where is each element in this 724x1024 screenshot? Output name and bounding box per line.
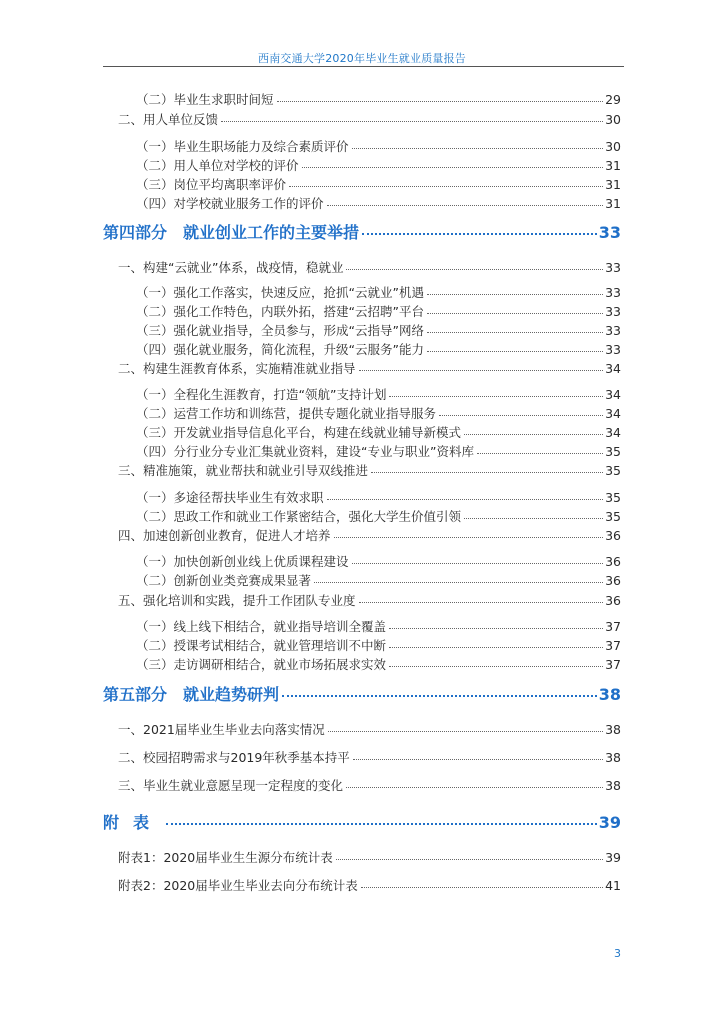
toc-entry-title: （二）授课考试相结合，就业管理培训不中断 [136, 638, 387, 653]
toc-entry-page: 38 [605, 778, 621, 793]
toc-entry-page: 33 [598, 223, 621, 242]
toc-entry-page: 36 [605, 593, 621, 608]
page-header-title: 西南交通大学2020年毕业生就业质量报告 [258, 52, 466, 65]
toc-entry-title: 一、2021届毕业生毕业去向落实情况 [118, 722, 325, 737]
toc-part-heading[interactable] [103, 220, 621, 243]
toc-entry-title: 二、用人单位反馈 [118, 112, 219, 127]
toc-subsection-entry[interactable] [136, 636, 621, 654]
toc-entry-page: 36 [605, 554, 621, 569]
toc-dot-leader [221, 121, 603, 122]
toc-entry-page: 39 [605, 850, 621, 865]
toc-section-entry[interactable] [118, 359, 621, 377]
toc-subsection-entry[interactable] [136, 404, 621, 422]
toc-dot-leader [352, 148, 604, 149]
toc-dot-leader [334, 537, 604, 538]
toc-section-entry[interactable] [118, 876, 621, 894]
toc-entry-page: 34 [605, 406, 621, 421]
toc-entry-title: （三）开发就业指导信息化平台，构建在线就业辅导新模式 [136, 425, 462, 440]
toc-entry-title: 第四部分 就业创业工作的主要举措 [103, 223, 360, 242]
toc-dot-leader [282, 695, 597, 697]
toc-entry-title: （一）全程化生涯教育，打造“领航”支持计划 [136, 387, 387, 402]
toc-entry-page: 34 [605, 425, 621, 440]
toc-entry-title: （一）加快创新创业线上优质课程建设 [136, 554, 349, 569]
toc-dot-leader [464, 518, 603, 519]
toc-dot-leader [427, 294, 603, 295]
toc-dot-leader [302, 167, 604, 168]
toc-subsection-entry[interactable] [136, 175, 621, 193]
toc-entry-title: （二）创新创业类竞赛成果显著 [136, 573, 312, 588]
toc-entry-page: 33 [605, 342, 621, 357]
toc-entry-title: 五、强化培训和实践，提升工作团队专业度 [118, 593, 356, 608]
toc-dot-leader [277, 101, 604, 102]
toc-subsection-entry[interactable] [136, 571, 621, 589]
toc-dot-leader [314, 582, 603, 583]
toc-dot-leader [427, 332, 603, 333]
toc-entry-page: 35 [605, 509, 621, 524]
toc-entry-title: （三）岗位平均离职率评价 [136, 177, 287, 192]
toc-subsection-entry[interactable] [136, 488, 621, 506]
toc-entry-page: 31 [605, 158, 621, 173]
toc-entry-page: 38 [605, 750, 621, 765]
toc-dot-leader [389, 647, 603, 648]
toc-entry-title: （一）强化工作落实，快速反应，抢抓“云就业”机遇 [136, 285, 424, 300]
toc-subsection-entry[interactable] [136, 617, 621, 635]
toc-entry-title: 四、加速创新创业教育，促进人才培养 [118, 528, 331, 543]
toc-entry-title: （四）分行业分专业汇集就业资料，建设“专业与职业”资料库 [136, 444, 474, 459]
toc-section-entry[interactable] [118, 461, 621, 479]
toc-entry-page: 35 [605, 463, 621, 478]
toc-entry-page: 36 [605, 528, 621, 543]
toc-section-entry[interactable] [118, 776, 621, 794]
toc-subsection-entry[interactable] [136, 137, 621, 155]
toc-dot-leader [336, 859, 603, 860]
toc-dot-leader [166, 823, 597, 825]
toc-subsection-entry[interactable] [136, 194, 621, 212]
toc-subsection-entry[interactable] [136, 442, 621, 460]
toc-entry-page: 37 [605, 619, 621, 634]
toc-entry-title: （四）对学校就业服务工作的评价 [136, 196, 324, 211]
toc-dot-leader [389, 628, 603, 629]
toc-dot-leader [359, 370, 604, 371]
toc-section-entry[interactable] [118, 848, 621, 866]
toc-entry-page: 36 [605, 573, 621, 588]
toc-subsection-entry[interactable] [136, 385, 621, 403]
toc-dot-leader [346, 787, 603, 788]
toc-subsection-entry[interactable] [136, 423, 621, 441]
toc-entry-title: （一）线上线下相结合，就业指导培训全覆盖 [136, 619, 387, 634]
toc-entry-page: 37 [605, 638, 621, 653]
toc-entry-page: 39 [598, 813, 621, 832]
toc-section-entry[interactable] [118, 748, 621, 766]
toc-entry-page: 31 [605, 177, 621, 192]
toc-dot-leader [289, 186, 603, 187]
toc-entry-title: （二）用人单位对学校的评价 [136, 158, 299, 173]
toc-dot-leader [389, 666, 603, 667]
toc-entry-title: 附表2：2020届毕业生毕业去向分布统计表 [118, 878, 358, 893]
toc-subsection-entry[interactable] [136, 340, 621, 358]
toc-section-entry[interactable] [118, 526, 621, 544]
toc-entry-page: 33 [605, 304, 621, 319]
toc-dot-leader [477, 453, 603, 454]
toc-dot-leader [389, 396, 603, 397]
toc-entry-title: （二）运营工作坊和训练营，提供专题化就业指导服务 [136, 406, 437, 421]
toc-entry-title: 一、构建“云就业”体系，战疫情，稳就业 [118, 260, 344, 275]
toc-entry-title: （二）强化工作特色，内联外拓，搭建“云招聘”平台 [136, 304, 424, 319]
page-number: 3 [614, 947, 621, 960]
toc-dot-leader [439, 415, 603, 416]
toc-section-entry[interactable] [118, 110, 621, 128]
toc-entry-page: 33 [605, 323, 621, 338]
toc-entry-title: （四）强化就业服务，简化流程，升级“云服务”能力 [136, 342, 424, 357]
toc-entry-title: 三、精准施策，就业帮扶和就业引导双线推进 [118, 463, 369, 478]
toc-entry-page: 38 [605, 722, 621, 737]
toc-dot-leader [346, 269, 603, 270]
toc-subsection-entry[interactable] [136, 552, 621, 570]
toc-entry-title: 附表1：2020届毕业生生源分布统计表 [118, 850, 333, 865]
toc-dot-leader [327, 499, 604, 500]
toc-entry-title: 二、构建生涯教育体系，实施精准就业指导 [118, 361, 356, 376]
toc-section-entry[interactable] [118, 258, 621, 276]
toc-dot-leader [352, 563, 604, 564]
toc-entry-page: 30 [605, 112, 621, 127]
toc-dot-leader [464, 434, 603, 435]
toc-subsection-entry[interactable] [136, 90, 621, 108]
toc-section-entry[interactable] [118, 591, 621, 609]
toc-dot-leader [359, 602, 604, 603]
toc-entry-page: 35 [605, 444, 621, 459]
toc-dot-leader [362, 233, 597, 235]
toc-part-heading[interactable] [103, 682, 621, 705]
toc-subsection-entry[interactable] [136, 655, 621, 673]
toc-entry-page: 35 [605, 490, 621, 505]
toc-subsection-entry[interactable] [136, 283, 621, 301]
toc-entry-title: （一）多途径帮扶毕业生有效求职 [136, 490, 324, 505]
toc-dot-leader [353, 759, 603, 760]
toc-section-entry[interactable] [118, 720, 621, 738]
toc-entry-title: 二、校园招聘需求与2019年秋季基本持平 [118, 750, 350, 765]
toc-entry-page: 33 [605, 260, 621, 275]
toc-dot-leader [327, 205, 604, 206]
toc-entry-page: 33 [605, 285, 621, 300]
toc-dot-leader [328, 731, 603, 732]
toc-part-heading[interactable] [103, 810, 621, 833]
toc-entry-page: 38 [598, 685, 621, 704]
toc-dot-leader [361, 887, 603, 888]
toc-subsection-entry[interactable] [136, 507, 621, 525]
toc-entry-title: （二）毕业生求职时间短 [136, 92, 274, 107]
toc-subsection-entry[interactable] [136, 321, 621, 339]
toc-entry-page: 30 [605, 139, 621, 154]
toc-entry-page: 34 [605, 361, 621, 376]
toc-entry-title: 三、毕业生就业意愿呈现一定程度的变化 [118, 778, 344, 793]
toc-entry-title: 第五部分 就业趋势研判 [103, 685, 280, 704]
toc-entry-page: 29 [605, 92, 621, 107]
toc-dot-leader [371, 472, 603, 473]
toc-subsection-entry[interactable] [136, 156, 621, 174]
toc-entry-title: （三）走访调研相结合，就业市场拓展求实效 [136, 657, 387, 672]
toc-dot-leader [427, 313, 603, 314]
toc-entry-title: （三）强化就业指导，全员参与，形成“云指导”网络 [136, 323, 424, 338]
toc-entry-page: 41 [605, 878, 621, 893]
toc-entry-page: 34 [605, 387, 621, 402]
toc-subsection-entry[interactable] [136, 302, 621, 320]
toc-dot-leader [427, 351, 603, 352]
toc-entry-page: 31 [605, 196, 621, 211]
toc-entry-title: （一）毕业生职场能力及综合素质评价 [136, 139, 349, 154]
toc-entry-title: 附表 [103, 813, 164, 832]
toc-entry-page: 37 [605, 657, 621, 672]
toc-entry-title: （二）思政工作和就业工作紧密结合，强化大学生价值引领 [136, 509, 462, 524]
